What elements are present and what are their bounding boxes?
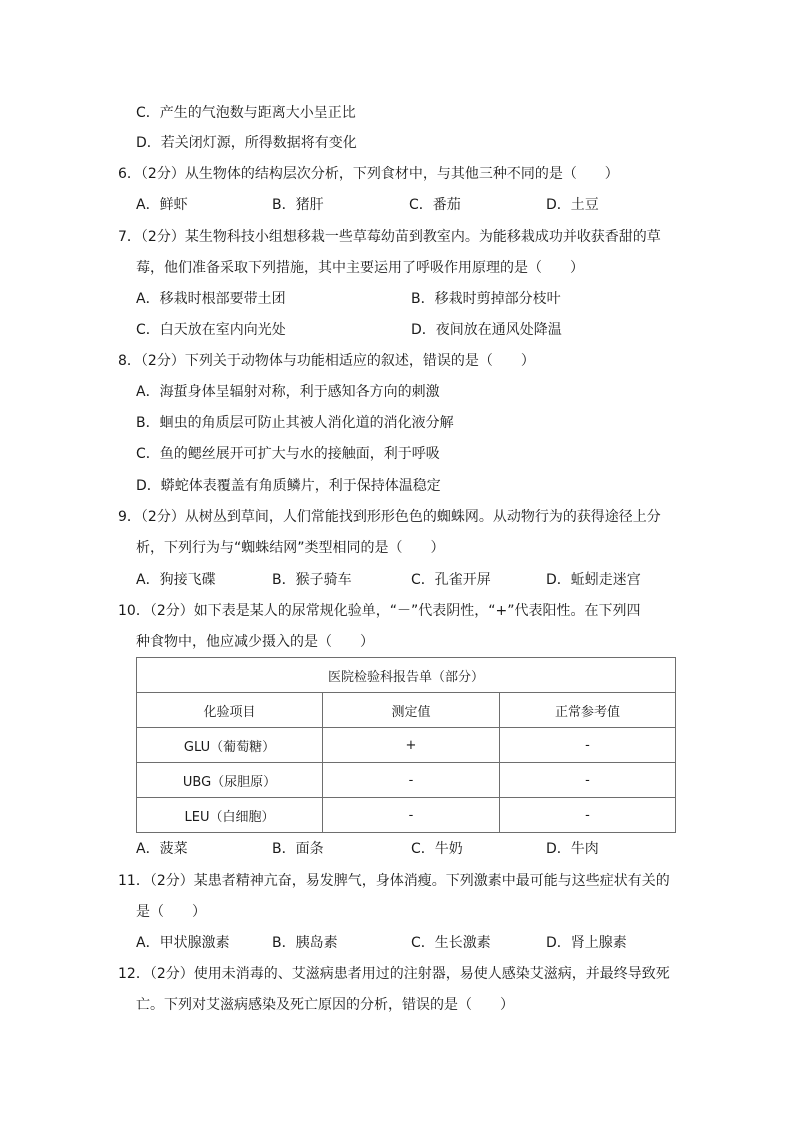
- header-measured: 测定值: [323, 693, 500, 728]
- q11-option-b: B．胰岛素: [272, 935, 338, 951]
- q9-stem-line2: 析，下列行为与“蜘蛛结网”类型相同的是（ ）: [136, 540, 445, 556]
- cell-measured: -: [323, 798, 500, 833]
- q7-stem-line1: 7．（2分）某生物科技小组想移栽一些草莓幼苗到教室内。为能移栽成功并收获香甜的草: [118, 229, 661, 245]
- q6-option-c: C．番茄: [409, 197, 461, 213]
- header-item: 化验项目: [137, 693, 323, 728]
- q6-stem: 6．（2分）从生物体的结构层次分析，下列食材中，与其他三种不同的是（ ）: [118, 166, 619, 182]
- q7-option-d: D．夜间放在通风处降温: [411, 322, 562, 338]
- q7-option-c: C．白天放在室内向光处: [136, 322, 286, 338]
- q5-option-c: C．产生的气泡数与距离大小呈正比: [136, 105, 356, 121]
- cell-item: UBG（尿胆原）: [137, 763, 323, 798]
- cell-item: GLU（葡萄糖）: [137, 728, 323, 763]
- table-row: [137, 798, 676, 833]
- cell-measured: +: [323, 728, 500, 763]
- q8-option-b: B．蛔虫的角质层可防止其被人消化道的消化液分解: [136, 415, 454, 431]
- q6-option-a: A．鲜虾: [136, 197, 188, 213]
- q12-stem-line2: 亡。下列对艾滋病感染及死亡原因的分析，错误的是（ ）: [136, 997, 514, 1013]
- q10-option-c: C．牛奶: [411, 841, 463, 857]
- q7-option-b: B．移栽时剪掉部分枝叶: [411, 291, 561, 307]
- table-header-row: [137, 693, 676, 728]
- q5-option-d: D．若关闭灯源，所得数据将有变化: [136, 135, 357, 151]
- q10-stem-line1: 10．（2分）如下表是某人的尿常规化验单，“－”代表阴性，“+”代表阳性。在下列四: [118, 603, 641, 619]
- cell-reference: -: [500, 798, 676, 833]
- q10-option-a: A．菠菜: [136, 841, 188, 857]
- q9-option-d: D．蚯蚓走迷宫: [546, 572, 641, 588]
- q9-option-a: A．狗接飞碟: [136, 572, 216, 588]
- q8-option-d: D．蟒蛇体表覆盖有角质鳞片，利于保持体温稳定: [136, 478, 441, 494]
- q9-option-b: B．猴子骑车: [272, 572, 352, 588]
- q11-option-a: A．甲状腺激素: [136, 935, 230, 951]
- q11-stem-line1: 11．（2分）某患者精神亢奋，易发脾气，身体消瘦。下列激素中最可能与这些症状有关的: [118, 873, 670, 889]
- q10-option-d: D．牛肉: [546, 841, 599, 857]
- table-title-row: [137, 658, 676, 693]
- q9-stem-line1: 9．（2分）从树丛到草间，人们常能找到形形色色的蜘蛛网。从动物行为的获得途径上分: [118, 509, 661, 525]
- q10-option-b: B．面条: [272, 841, 324, 857]
- cell-reference: -: [500, 763, 676, 798]
- table-row: [137, 763, 676, 798]
- cell-measured: -: [323, 763, 500, 798]
- q11-stem-line2: 是（ ）: [136, 904, 206, 920]
- q12-stem-line1: 12．（2分）使用未消毒的、艾滋病患者用过的注射器，易使人感染艾滋病，并最终导致死: [118, 966, 670, 982]
- cell-reference: -: [500, 728, 676, 763]
- q8-stem: 8．（2分）下列关于动物体与功能相适应的叙述，错误的是（ ）: [118, 353, 535, 369]
- q8-option-a: A．海蜇身体呈辐射对称，利于感知各方向的刺激: [136, 384, 440, 400]
- q10-stem-line2: 种食物中，他应减少摄入的是（ ）: [136, 634, 374, 650]
- q8-option-c: C．鱼的鳃丝展开可扩大与水的接触面，利于呼吸: [136, 446, 440, 462]
- table-row: [137, 728, 676, 763]
- q9-option-c: C．孔雀开屏: [411, 572, 491, 588]
- q6-option-d: D．土豆: [546, 197, 599, 213]
- cell-item: LEU（白细胞）: [137, 798, 323, 833]
- q11-option-c: C．生长激素: [411, 935, 491, 951]
- q7-stem-line2: 莓，他们准备采取下列措施，其中主要运用了呼吸作用原理的是（ ）: [136, 260, 584, 276]
- q7-option-a: A．移栽时根部要带土团: [136, 291, 286, 307]
- q11-option-d: D．肾上腺素: [546, 935, 627, 951]
- header-reference: 正常参考值: [500, 693, 676, 728]
- table-title: 医院检验科报告单（部分）: [137, 658, 676, 693]
- q6-option-b: B．猪肝: [272, 197, 324, 213]
- lab-report-table: [136, 657, 676, 833]
